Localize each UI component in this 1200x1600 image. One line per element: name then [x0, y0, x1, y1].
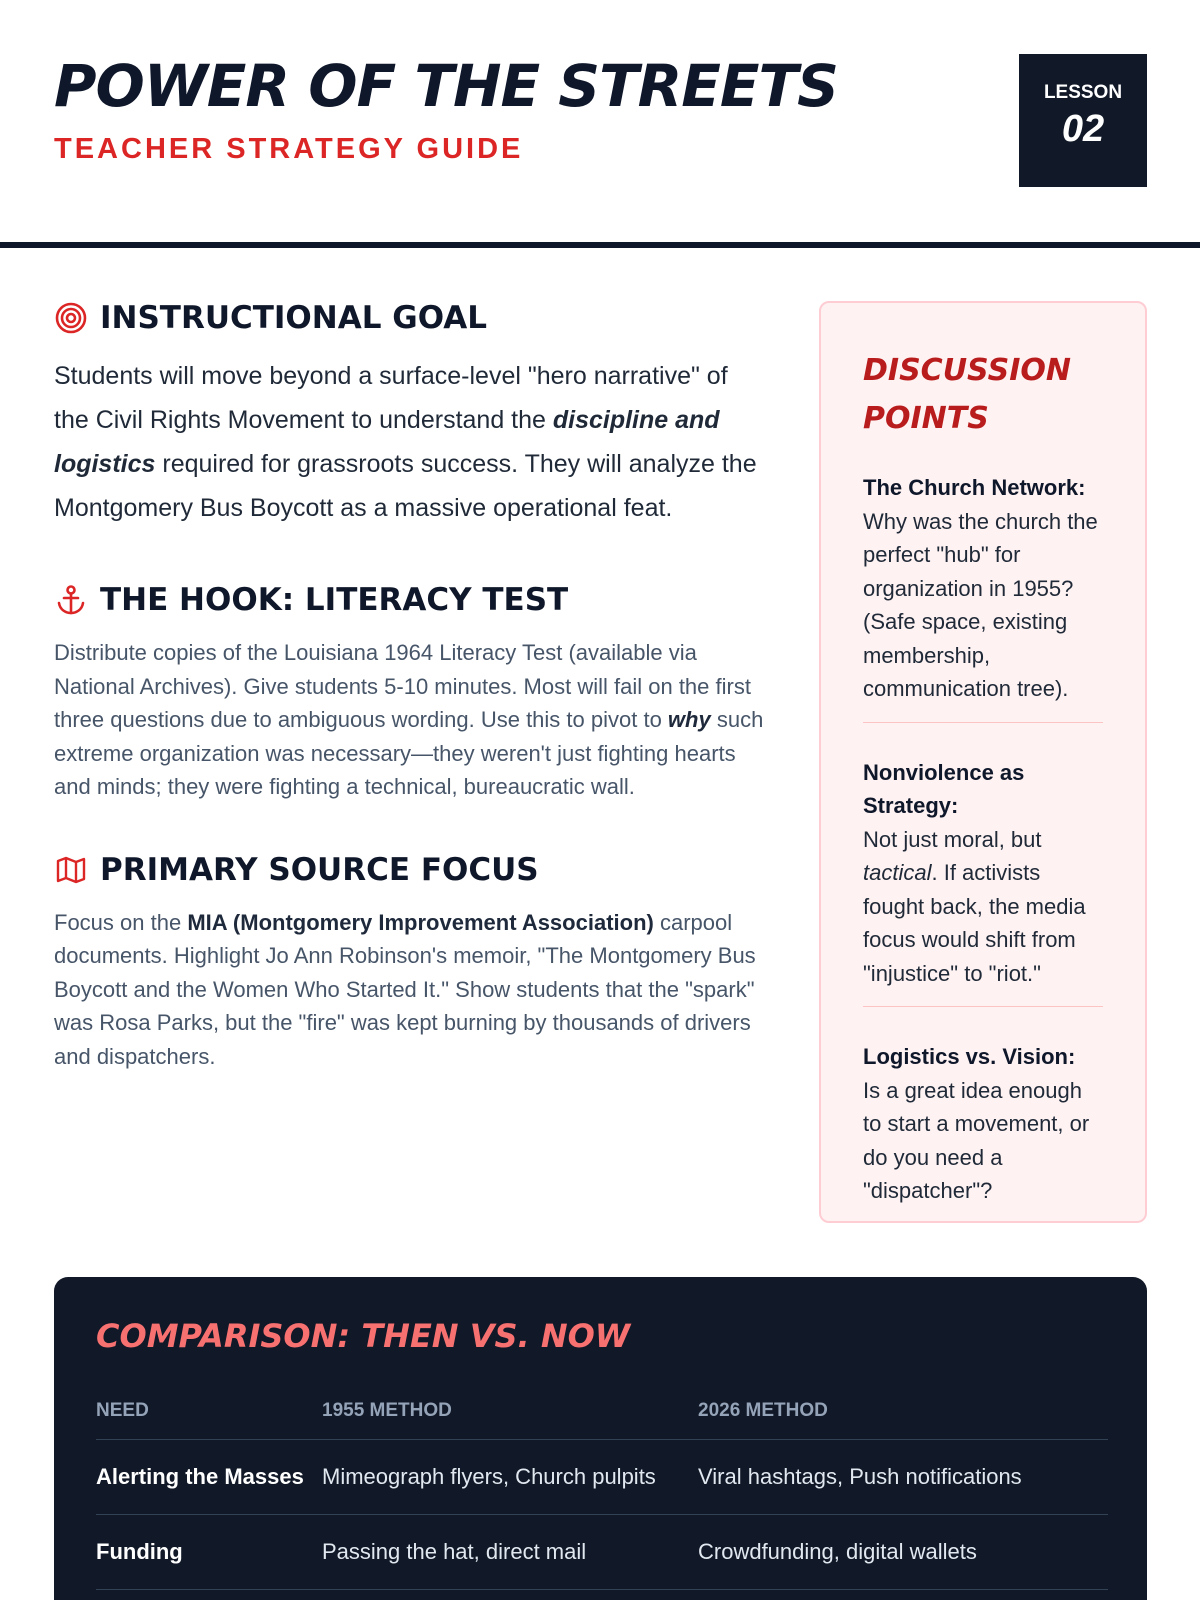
lesson-number: 02 [1061, 108, 1105, 150]
goal-text-part: required for grassroots success. They will analyze the Montgomery Bus Boycott as a massive operational feat. [54, 450, 757, 522]
main-content [54, 300, 764, 1073]
goal-text-part: Students will move beyond a surface-level "hero narrative" of the Civil Rights Movement to understand the [54, 362, 728, 434]
discussion-question: Nonviolence as Strategy: [863, 759, 1025, 818]
header [0, 0, 1200, 248]
discussion-item [863, 756, 1103, 991]
page-title: POWER OF THE STREETS [54, 52, 838, 120]
discussion-panel [819, 301, 1147, 1223]
table-cell-need: Funding [96, 1514, 322, 1589]
table-cell: Mimeograph flyers, Church pulpits [322, 1439, 698, 1514]
lesson-badge [1019, 54, 1147, 187]
hook-heading [54, 582, 764, 618]
table-cell: Crowdfunding, digital wallets [698, 1514, 1108, 1589]
discussion-item [863, 1040, 1103, 1208]
goal-title: INSTRUCTIONAL GOAL [100, 300, 487, 336]
discussion-answer: Is a great idea enough to start a movement, or do you need a "dispatcher"? [863, 1077, 1090, 1203]
source-text [54, 906, 764, 1074]
page-subtitle: TEACHER STRATEGY GUIDE [54, 133, 524, 165]
source-text-part: carpool documents. Highlight Jo Ann Robinson's memoir, "The Montgomery Bus Boycott and the Women Who Started It." Show students that the "spark" was Rosa Parks, but the "fire" was kept burning by thousands of drivers and dispatchers. [54, 909, 756, 1069]
hook-text-part: such extreme organization was necessary—they weren't just fighting hearts and minds; they were fighting a technical, bureaucratic wall. [54, 707, 764, 799]
column-header: NEED [96, 1383, 322, 1439]
comparison-panel [54, 1277, 1147, 1600]
discussion-answer: Why was the church the perfect "hub" for organization in 1955? (Safe space, existing membership, communication tree). [863, 508, 1098, 701]
table-cell: Passing the hat, direct mail [322, 1514, 698, 1589]
hook-emphasis: why [667, 707, 711, 732]
column-header: 2026 METHOD [698, 1383, 1108, 1439]
hook-text-part: Distribute copies of the Louisiana 1964 Literacy Test (available via National Archives). Give students 5-10 minutes. Most will fail on the first three questions due to ambiguous wording. Use this to pivot to [54, 640, 751, 732]
goal-heading [54, 300, 764, 336]
table-cell-need: Alerting the Masses [96, 1439, 322, 1514]
comparison-table [96, 1383, 1108, 1590]
table-header-row [96, 1383, 1108, 1439]
target-icon [54, 301, 88, 335]
lesson-label: LESSON [1043, 82, 1123, 103]
goal-emphasis: discipline and logistics [54, 406, 720, 478]
discussion-answer: Not just moral, but [863, 826, 1042, 852]
discussion-item [863, 471, 1103, 706]
comparison-title: COMPARISON: THEN VS. NOW [96, 1317, 631, 1355]
source-heading [54, 852, 764, 888]
hook-title: THE HOOK: LITERACY TEST [100, 582, 569, 618]
hook-text [54, 636, 764, 804]
divider [863, 722, 1103, 723]
source-title: PRIMARY SOURCE FOCUS [100, 851, 539, 888]
source-emphasis: MIA (Montgomery Improvement Association) [187, 909, 654, 935]
discussion-question: The Church Network: [863, 475, 1086, 500]
discussion-answer: . If activists fought back, the media focus would shift from "injustice" to "riot." [863, 860, 1086, 986]
table-cell: Viral hashtags, Push notifications [698, 1439, 1108, 1514]
column-header: 1955 METHOD [322, 1383, 698, 1439]
table-row [96, 1514, 1108, 1589]
goal-text [54, 354, 764, 530]
table-row [96, 1439, 1108, 1514]
map-icon [54, 853, 88, 887]
discussion-emphasis: tactical [863, 860, 932, 885]
divider [863, 1006, 1103, 1007]
anchor-icon [54, 583, 88, 617]
source-text-part: Focus on the [54, 909, 188, 935]
discussion-title: DISCUSSION POINTS [863, 353, 1071, 436]
discussion-question: Logistics vs. Vision: [863, 1044, 1076, 1069]
